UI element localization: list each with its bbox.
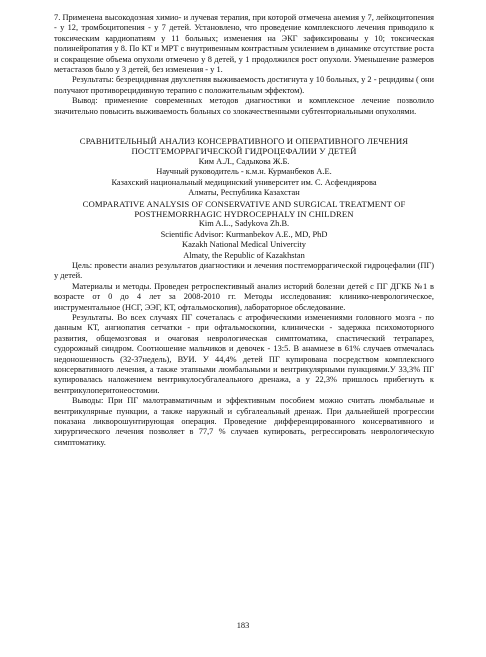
prev-section-results: Результаты: безрецидивная двухлетняя выживаемость достигнута у 10 больных, у 2 - рецидивы ( они получают противорецидивную терапию с положительным эффектом). (54, 75, 434, 95)
affiliation-ru: Казахский национальный медицинский университет им. С. Асфендиярова (111, 177, 377, 187)
location-en: Almaty, the Republic of Kazakhstan (183, 250, 305, 260)
page-number: 183 (236, 621, 250, 630)
article-results: Результаты. Во всех случаях ПГ сочеталась с атрофическими изменениями головного мозга - по данным КТ, ангиопатия сетчатки - при офтальмоскопии, клинически - задержка психомоторного развития, общемозговая и очаговая неврологическая симптоматика, спастический тетрапарез, судорожный синдром. Соотношение мальчиков и девочек - 13:5. В анамнезе в 61% случаев отмечалась недоношенность (32-37недель), ВУИ. У 44,4% детей ПГ купирована посредством комплексного консервативного лечения, а также этапными люмбальными и вентрикулярными пункциями.У 33,3% ПГ купировалась наложением вентрикулосубгалеального дренажа, а у 22,3% пришлось прибегнуть к вентрикулоперитонеостомии. (54, 312, 434, 395)
advisor-ru: Научный руководитель - к.м.н. Курманбеков А.Е. (156, 167, 332, 177)
prev-section-paragraph-1: 7. Применена высокодозная химио- и лучевая терапия, при которой отмечена анемия у 7, лейкоцитопения - у 12, тромбоцитопения - у 7 детей. Установлено, что проведение комплексного лечения приводило к токсическим кардиопатиям у 11 больных; изменения на ЭКГ зафиксированы у 10; токсическая полинейропатия у 8. По КТ и МРТ с внутривенным контрастным усилением в динамике отсутствие роста и сокращение объема опухоли отмечено у 8 детей, у 1 продолжился рост опухоли. Уменьшение размеров метастазов было у 3 детей, без изменения - у 1. (54, 13, 434, 75)
location-ru: Алматы, Республика Казахстан (188, 188, 300, 198)
prev-section-conclusion: Вывод: применение современных методов диагностики и комплексное лечение позволило значительно повысить выживаемость больных со злокачественными субтенториальными опухолями. (54, 96, 434, 116)
article-conclusions: Выводы: При ПГ малотравматичным и эффективным пособием можно считать люмбальные и вентрикулярные пункции, а также наружный и субгалеальный дренаж. При дальнейшей прогрессии показана ликворошунтирующая операция. Проведение дифференцированного консервативного и хирургического лечения позволяет в 77,7 % случаев купировать, регрессировать неврологическую симптоматику. (54, 396, 434, 447)
authors-en: Kim A.L., Sadykova Zh.B. (198, 219, 290, 229)
affiliation-en: Kazakh National Medical Univercity (182, 240, 306, 250)
article-title-en: COMPARATIVE ANALYSIS OF CONSERVATIVE AND SURGICAL TREATMENT OF POSTHEMORRHAGIC HYDROCEPHALY IN CHILDREN (82, 198, 406, 219)
advisor-en: Scientific Advisor: Kurmanbekov A.E., MD, PhD (160, 229, 328, 239)
article-title-ru: СРАВНИТЕЛЬНЫЙ АНАЛИЗ КОНСЕРВАТИВНОГО И ОПЕРАТИВНОГО ЛЕЧЕНИЯ ПОСТГЕМОРРАГИЧЕСКОЙ ГИДРОЦЕФАЛИИ У ДЕТЕЙ (79, 136, 409, 157)
article-aim: Цель: провести анализ результатов диагностики и лечения постгеморрагической гидроцефалии (ПГ) у детей. (54, 260, 434, 281)
section-gap (54, 117, 434, 136)
article-methods: Материалы и методы. Проведен ретроспективный анализ историй болезни детей с ПГ ДГКБ №1 в возрасте от 0 до 4 лет за 2008-2010 гг. Методы исследования: клинико-неврологическое, инструментальное (НСГ, ЭЭГ, КТ, офтальмоскопия), лабораторное обследование. (54, 281, 434, 312)
authors-ru: Ким А.Л., Садыкова Ж.Б. (198, 156, 290, 166)
